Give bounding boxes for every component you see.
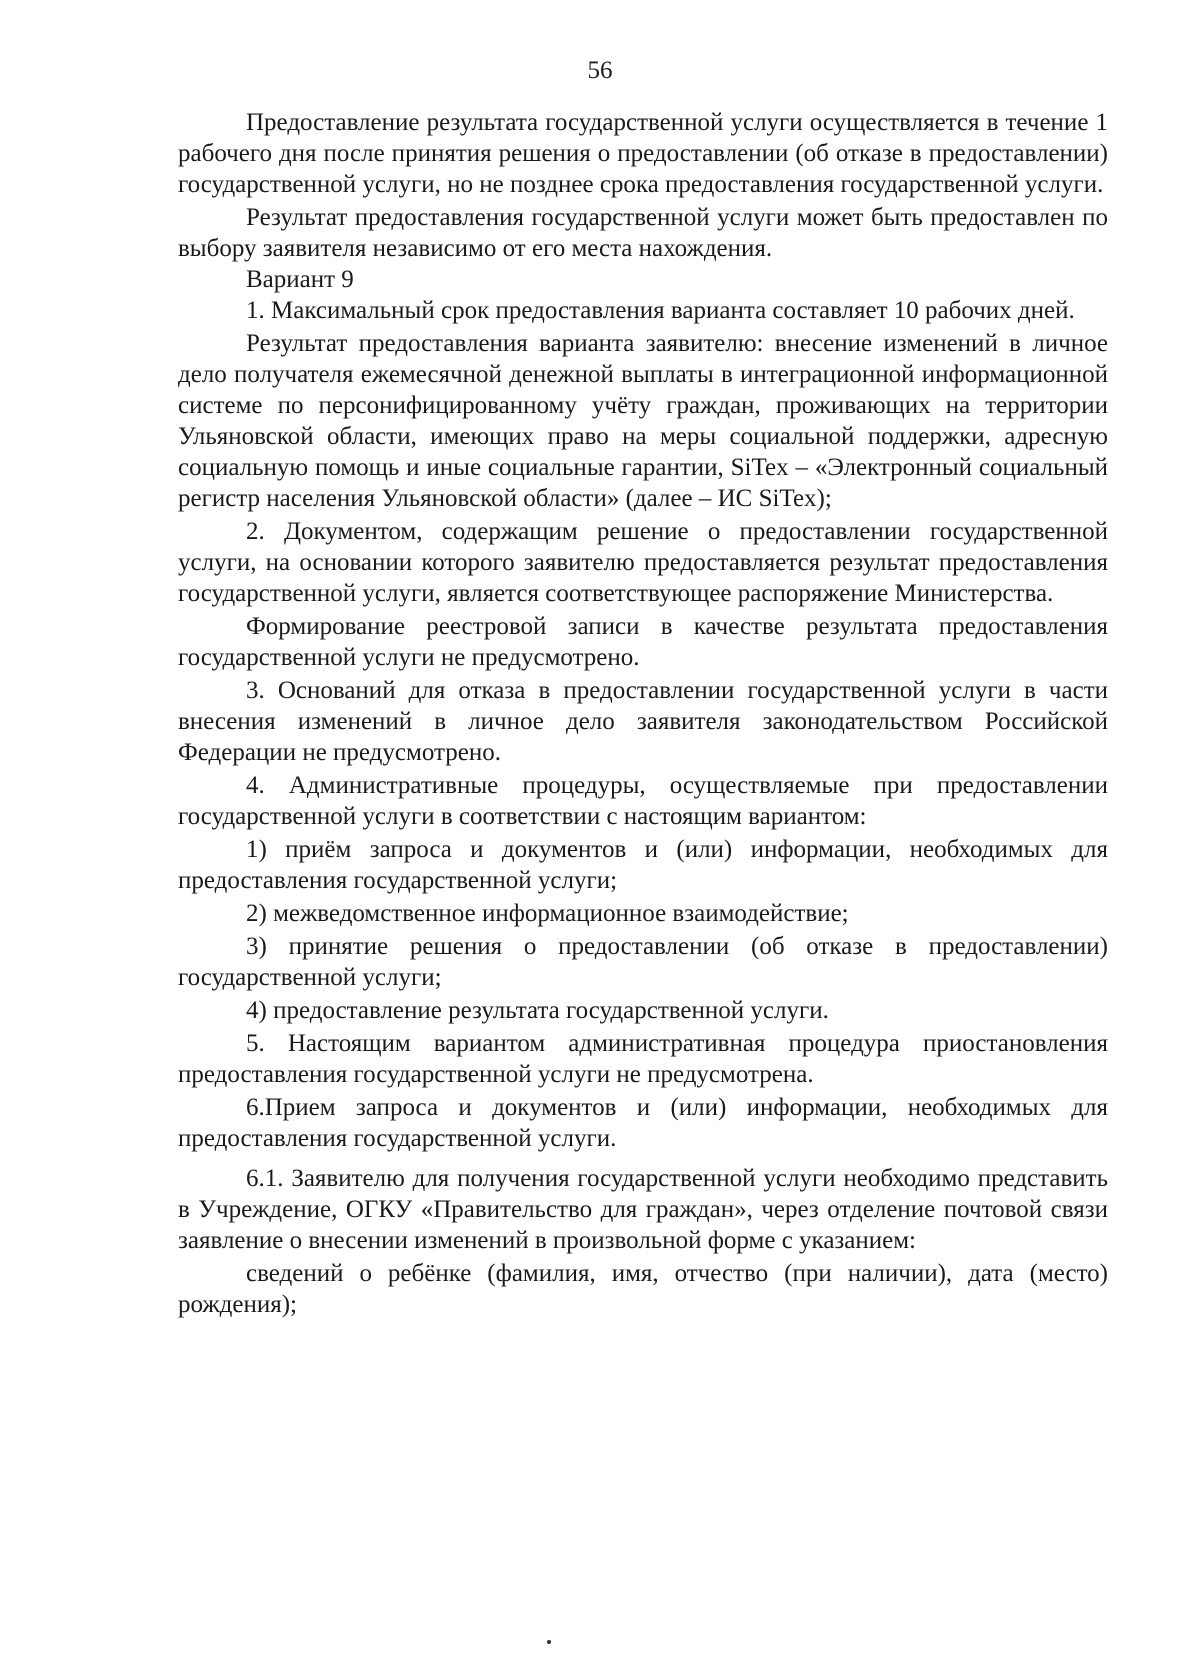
paragraph-result-location: Результат предоставления государственной услуги может быть предоставлен по выбору заявителя независимо от его места нахождения. — [178, 204, 1108, 262]
paragraph-child-info: сведений о ребёнке (фамилия, имя, отчество (при наличии), дата (место) рождения); — [178, 1260, 1108, 1318]
section-heading: Вариант 9 — [246, 266, 354, 293]
list-item-2-interagency: 2) межведомственное информационное взаимодействие; — [246, 900, 849, 927]
paragraph-6-request-reception: 6.Прием запроса и документов и (или) информации, необходимых для предоставления государственной услуги. — [178, 1094, 1108, 1152]
paragraph-variant-result: Результат предоставления варианта заявителю: внесение изменений в личное дело получателя ежемесячной денежной выплаты в интеграционной информационной системе по персонифицированному учёту граждан, проживающих на территории Ульяновской области, имеющих право на меры социальной поддержки, адресную социальную помощь и иные социальные гарантии, SiTex – «Электронный социальный регистр населения Ульяновской области» (далее – ИС SiTex); — [178, 330, 1108, 512]
list-item-3-decision: 3) принятие решения о предоставлении (об отказе в предоставлении) государственной услуги; — [178, 933, 1108, 991]
scan-mark — [547, 1640, 551, 1644]
paragraph-3-refusal-grounds: 3. Оснований для отказа в предоставлении государственной услуги в части внесения изменений в личное дело заявителя законодательством Российской Федерации не предусмотрено. — [178, 677, 1108, 766]
paragraph-4-admin-procedures: 4. Административные процедуры, осуществляемые при предоставлении государственной услуги в соответствии с настоящим вариантом: — [178, 772, 1108, 830]
list-item-1-request-reception: 1) приём запроса и документов и (или) информации, необходимых для предоставления государственной услуги; — [178, 836, 1108, 894]
paragraph-result-delivery: Предоставление результата государственной услуги осуществляется в течение 1 рабочего дня после принятия решения о предоставлении (об отказе в предоставлении) государственной услуги, но не позднее срока предоставления государственной услуги. — [178, 109, 1108, 198]
paragraph-registry-record: Формирование реестровой записи в качестве результата предоставления государственной услуги не предусмотрено. — [178, 613, 1108, 671]
paragraph-5-suspension: 5. Настоящим вариантом административная процедура приостановления предоставления государственной услуги не предусмотрена. — [178, 1030, 1108, 1088]
page-number: 56 — [587, 57, 613, 84]
paragraph-2-decision-document: 2. Документом, содержащим решение о предоставлении государственной услуги, на основании которого заявителю предоставляется результат предоставления государственной услуги, является соответствующее распоряжение Министерства. — [178, 518, 1108, 607]
document-body — [178, 107, 1108, 1320]
paragraph-1-max-term: 1. Максимальный срок предоставления варианта составляет 10 рабочих дней. — [246, 297, 1075, 324]
list-item-4-result-delivery: 4) предоставление результата государственной услуги. — [246, 997, 829, 1024]
paragraph-6-1-applicant-submission: 6.1. Заявителю для получения государственной услуги необходимо представить в Учреждение, ОГКУ «Правительство для граждан», через отделение почтовой связи заявление о внесении изменений в произвольной форме с указанием: — [178, 1165, 1108, 1254]
